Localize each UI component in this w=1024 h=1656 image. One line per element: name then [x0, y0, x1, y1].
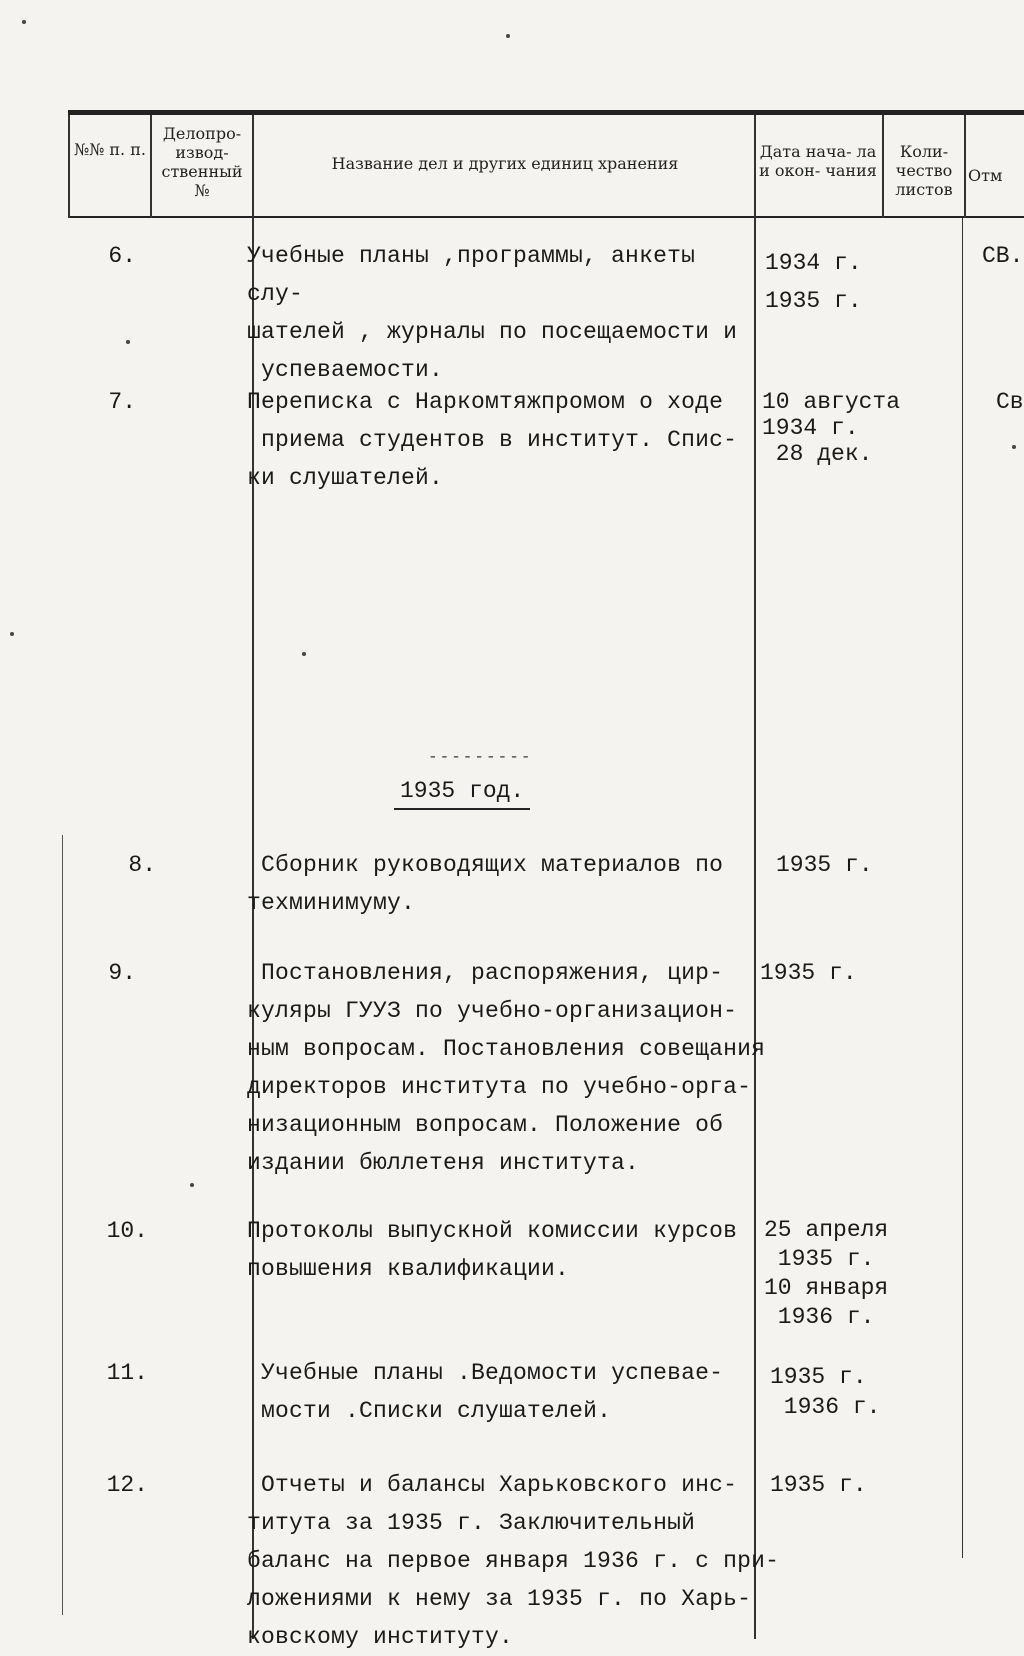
header-col-divider [252, 115, 254, 218]
entry-title: Учебные планы ,программы, анкеты слу- шателей , журналы по посещаемости и успеваемости. [247, 243, 738, 383]
entry-dates: 10 августа 1934 г. 28 дек. [762, 389, 901, 467]
header-col-divider [68, 115, 70, 218]
entry-number: 9. [108, 960, 136, 986]
header-notes: Отм [968, 166, 1003, 185]
entry-dates: 1934 г. 1935 г. [765, 250, 862, 314]
header-col-divider [150, 115, 152, 218]
entry-dates: 1935 г. [776, 852, 873, 878]
ink-speck [10, 632, 14, 636]
entry-title: Переписка с Наркомтяжпромом о ходе приема студентов в институт. Спис- ки слушателей. [247, 389, 738, 491]
header-col-divider [882, 115, 884, 218]
entry-note: Св [996, 389, 1024, 415]
body-col-divider [62, 835, 63, 1615]
entry-title: Постановления, распоряжения, цир- куляры ГУУЗ по учебно-организацион- ным вопросам. Постановления совещания директоров института по учебно-орга- низационным вопросам. Положение об издании бюллетеня института. [247, 960, 766, 1176]
entry-number: 6. [108, 243, 136, 269]
entry-number: 12. [106, 1472, 148, 1498]
entry-dates: 1935 г. 1936 г. [770, 1364, 881, 1420]
entry-note: СВ. [982, 243, 1024, 269]
ink-speck [1012, 445, 1016, 449]
entry-number: 7. [108, 389, 136, 415]
entry-dates: 25 апреля 1935 г. 10 января 1936 г. [764, 1217, 889, 1330]
entry-number: 8. [128, 852, 156, 878]
entry-dates: 1935 г. [760, 960, 857, 986]
table-top-rule [68, 110, 1024, 115]
header-number: №№ п. п. [74, 140, 146, 159]
header-col-divider [754, 115, 756, 218]
entry-title: Учебные планы .Ведомости успевае- мости .Списки слушателей. [261, 1360, 724, 1424]
ink-speck [190, 1183, 194, 1187]
header-title: Название дел и других единиц хранения [331, 154, 679, 173]
ink-speck [22, 20, 26, 24]
ink-speck [126, 340, 130, 344]
entry-title: Сборник руководящих материалов по техминимуму. [247, 852, 724, 916]
header-bottom-rule [68, 216, 1024, 218]
ink-speck [506, 34, 510, 38]
entry-title: Протоколы выпускной комиссии курсов повышения квалификации. [247, 1218, 738, 1282]
entry-dates: 1935 г. [770, 1472, 867, 1498]
section-divider: --------- [428, 748, 533, 766]
entry-title: Отчеты и балансы Харьковского инс- титута за 1935 г. Заключительный баланс на первое января 1936 г. с при- ложениями к нему за 1935 г. по Харь- ковскому институту. [247, 1472, 780, 1650]
header-sheets: Коли- чество листов [895, 142, 953, 199]
header-dates: Дата нача- ла и окон- чания [759, 142, 877, 180]
ink-speck [302, 652, 306, 656]
header-col-divider [964, 115, 966, 218]
entry-number: 11. [106, 1360, 148, 1386]
header-office-number: Делопро- извод- ственный № [161, 124, 243, 200]
section-year-heading: 1935 год. [394, 776, 530, 810]
body-col-divider [962, 218, 963, 1558]
entry-number: 10. [106, 1218, 148, 1244]
